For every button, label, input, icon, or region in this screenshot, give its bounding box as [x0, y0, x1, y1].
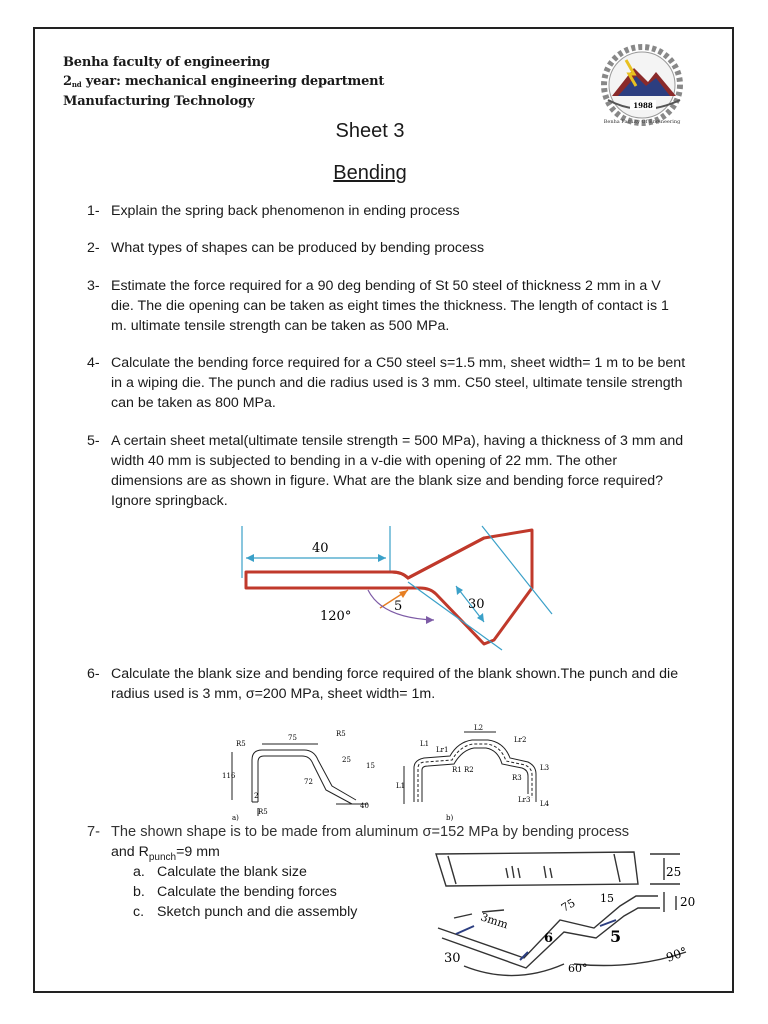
course-name: Manufacturing Technology: [63, 94, 255, 109]
punch-radius-line: and $R_{punch}=9$ mm: [111, 844, 220, 863]
fig6b-l2: L2: [474, 724, 484, 732]
q7-item-c: c. Sketch punch and die assembly: [133, 904, 358, 920]
fig7-d15: 15: [600, 892, 614, 905]
question-7: 7- The shown shape is to be made from aluminum σ=152 MPa by bending process and $R_{punch}=9$ mm: [87, 822, 707, 868]
fig6a-d72: 72: [304, 778, 313, 786]
fig6b-r2: R2: [464, 766, 474, 774]
question-6: 6- Calculate the blank size and bending force required of the blank shown.The punch and die radius used is 3 mm, σ=200 MPa, sheet width= 1m.: [87, 666, 679, 702]
fig6a-d40: 40: [360, 802, 369, 810]
fig5-dim-40: 40: [312, 541, 329, 556]
fig6b-l3: L3: [540, 764, 550, 772]
fig7-d25: 25: [666, 865, 682, 879]
fig6b-l4: L4: [540, 800, 550, 808]
figure-q7: [424, 846, 730, 986]
faculty-name: Benha faculty of engineering: [63, 55, 270, 70]
fig6b-lr1: Lr1: [436, 746, 449, 754]
q7-item-b: b. Calculate the bending forces: [133, 884, 337, 900]
fig6b-l1: L1: [420, 740, 430, 748]
fig6a-r5: R5: [236, 740, 246, 748]
fig5-dim-5: 5: [394, 599, 403, 614]
fig6b-r3: R3: [512, 774, 522, 782]
fig6b-l1-side: L1: [396, 782, 406, 790]
fig6b-caption: b): [446, 814, 454, 822]
fig6b-r1: R1: [452, 766, 462, 774]
logo-arc-text: Benha Faculty Of Engineering: [603, 119, 681, 125]
fig6a-d75: 75: [288, 734, 297, 742]
department-line: $2_{nd}$ year: mechanical engineering department: [63, 74, 385, 89]
fig6b-lr2: Lr2: [514, 736, 527, 744]
figure-q5: [232, 522, 562, 652]
faculty-logo: [596, 40, 700, 130]
q7-subitems: [133, 862, 357, 922]
question-4: 4- Calculate the bending force required for a C50 steel s=1.5 mm, sheet width= 1 m to be bent in a wiping die. The punch and die radius used is 3 mm. C50 steel, ultimate tensile strength can be taken as 800 MPa.: [87, 355, 686, 411]
fig7-d6: 6: [544, 931, 554, 946]
fig7-d20: 20: [680, 895, 696, 909]
topic-title: Bending: [333, 162, 407, 184]
fig7-d5: 5: [610, 927, 622, 946]
fig6a-d25: 25: [342, 756, 351, 764]
question-2: 2- What types of shapes can be produced by bending process: [87, 240, 485, 256]
fig6b-lr3: Lr3: [518, 796, 531, 804]
fig7-d90: 90°: [664, 944, 690, 965]
fig6a-d15: 15: [366, 762, 375, 770]
fig7-d30: 30: [444, 951, 461, 966]
fig5-angle: 120°: [320, 609, 352, 624]
fig6a-r5c: R5: [258, 808, 268, 816]
fig7-d60: 60°: [568, 962, 588, 975]
question-3: 3- Estimate the force required for a 90 deg bending of St 50 steel of thickness 2 mm in a V die. The die opening can be taken as eight times the thickness. The length of contact is 1 m. ultimate tensile strength can be taken as 500 MPa.: [87, 278, 669, 334]
q7-item-a: a. Calculate the blank size: [133, 864, 307, 880]
question-5: 5- A certain sheet metal(ultimate tensile strength = 500 MPa), having a thickness of 3 mm and width 40 mm is subjected to bending in a v-die with opening of 22 mm. The other dimensions are as shown in figure. What are the blank size and bending force required? Ignore springback.: [87, 433, 684, 509]
sheet-title: Sheet 3: [335, 120, 405, 142]
question-1: 1- Explain the spring back phenomenon in ending process: [87, 203, 460, 219]
fig7-d75: 75: [559, 896, 578, 915]
logo-year: 1988: [633, 101, 653, 110]
fig5-dim-30: 30: [468, 597, 485, 612]
fig6a-d2: 2: [254, 792, 259, 800]
header: [63, 53, 384, 111]
fig6a-caption: a): [232, 814, 239, 822]
fig6a-r5b: R5: [336, 730, 346, 738]
fig7-d3mm: 3mm: [479, 910, 510, 932]
fig6a-d116: 116: [222, 772, 236, 780]
figure-q6: [218, 722, 558, 822]
